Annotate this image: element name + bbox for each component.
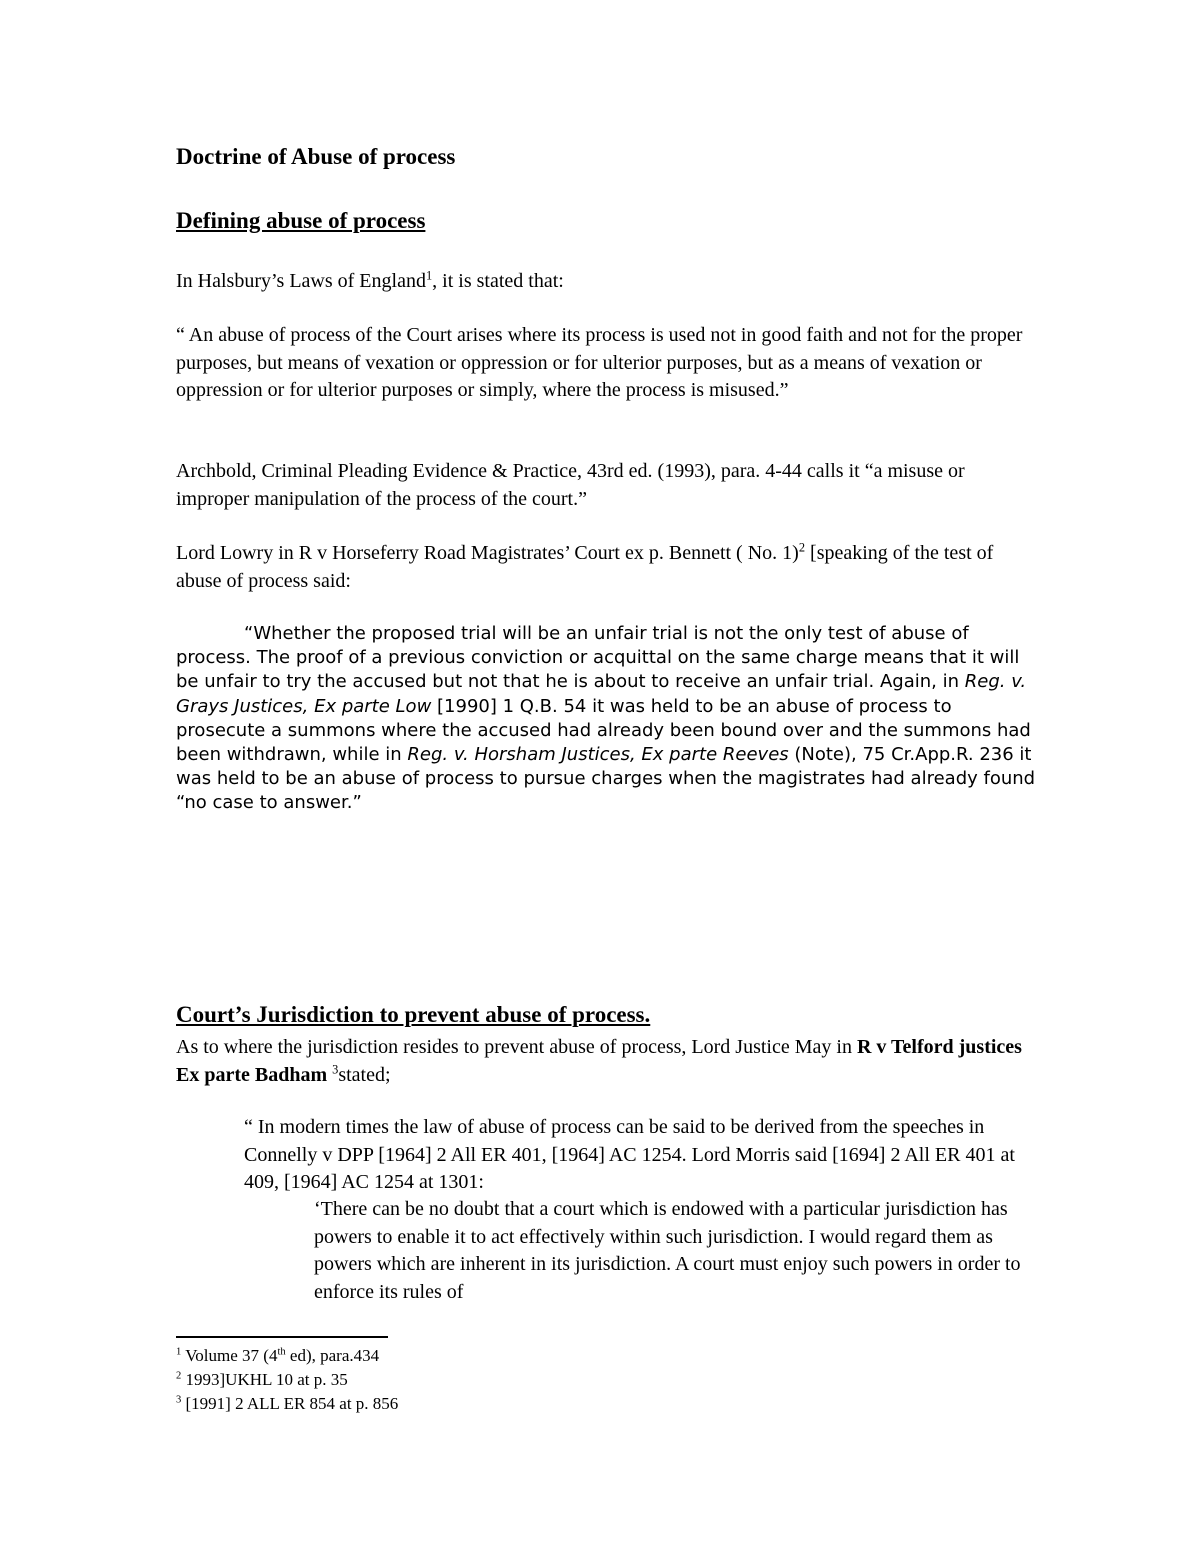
- halsbury-quote: “ An abuse of process of the Court arises where its process is used not in good faith and not for the proper purposes, but means of vexation or oppression or for ulterior purposes, but as a means of vexation or oppression or for ulterior purposes or simply, where the process is misused.”: [176, 324, 1023, 401]
- document-title: Doctrine of Abuse of process: [176, 144, 456, 169]
- bennett-quote: “Whether the proposed trial will be an unfair trial is not the only test of abuse of process. The proof of a previous conviction or acquittal on the same charge means that it will be unfair to try the accused but not that he is about to receive an unfair trial. Again, in Reg. v. Grays Justices, Ex parte Low [1990] 1 Q.B. 54 it was held to be an abuse of process to prosecute a summons where the accused had already been bound over and the summons had been withdrawn, while in Reg. v. Horsham Justices, Ex parte Reeves (Note), 75 Cr.App.R. 236 it was held to be an abuse of process to pursue charges when the magistrates had already found “no case to answer.”: [176, 623, 1036, 814]
- connelly-quote: “ In modern times the law of abuse of process can be said to be derived from the speeches in Connelly v DPP [1964] 2 All ER 401, [1964] AC 1254. Lord Morris said [1694] 2 All ER 401 at 409, [1964] AC 1254 at 1301:: [244, 1116, 1015, 1193]
- archbold-paragraph: Archbold, Criminal Pleading Evidence & Practice, 43rd ed. (1993), para. 4-44 calls it “a misuse or improper manipulation of the process of the court.”: [176, 460, 965, 510]
- jurisdiction-paragraph: As to where the jurisdiction resides to prevent abuse of process, Lord Justice May in R v Telford justices Ex parte Badham $^3$stated;: [176, 1036, 1022, 1086]
- footnote-ref-1: 1: [425, 268, 433, 283]
- footnote-3: $^3$ [1991] 2 ALL ER 854 at p. 856: [176, 1394, 399, 1413]
- case-name-badham: R v Telford justices Ex parte Badham: [176, 1036, 1022, 1086]
- halsbury-intro: In Halsbury’s Laws of England$^1$, it is stated that:: [176, 268, 564, 292]
- footnote-ref-2: 2: [798, 540, 806, 555]
- case-name-grays: Reg. v. Grays Justices, Ex parte Low: [176, 671, 1027, 717]
- lowry-paragraph: Lord Lowry in R v Horseferry Road Magistrates’ Court ex p. Bennett ( No. 1)$^2$ [speaking of the test of abuse of process said:: [176, 540, 994, 592]
- section-heading-defining: Defining abuse of process: [176, 208, 426, 233]
- section-heading-jurisdiction: Court’s Jurisdiction to prevent abuse of process.: [176, 1002, 651, 1027]
- morris-quote: ‘There can be no doubt that a court which is endowed with a particular jurisdiction has powers to enable it to act effectively within such jurisdiction. I would regard them as powers which are inherent in its jurisdiction. A court must enjoy such powers in order to enforce its rules of: [314, 1198, 1021, 1303]
- footnote-1: $^1$ Volume 37 (4th ed), para.434: [176, 1346, 380, 1365]
- footnote-separator: [176, 1336, 388, 1338]
- footnote-ref-3: 3: [332, 1061, 339, 1076]
- footnote-2: $^2$ 1993]UKHL 10 at p. 35: [176, 1370, 348, 1389]
- case-name-horsham: Reg. v. Horsham Justices, Ex parte Reeves: [407, 744, 789, 766]
